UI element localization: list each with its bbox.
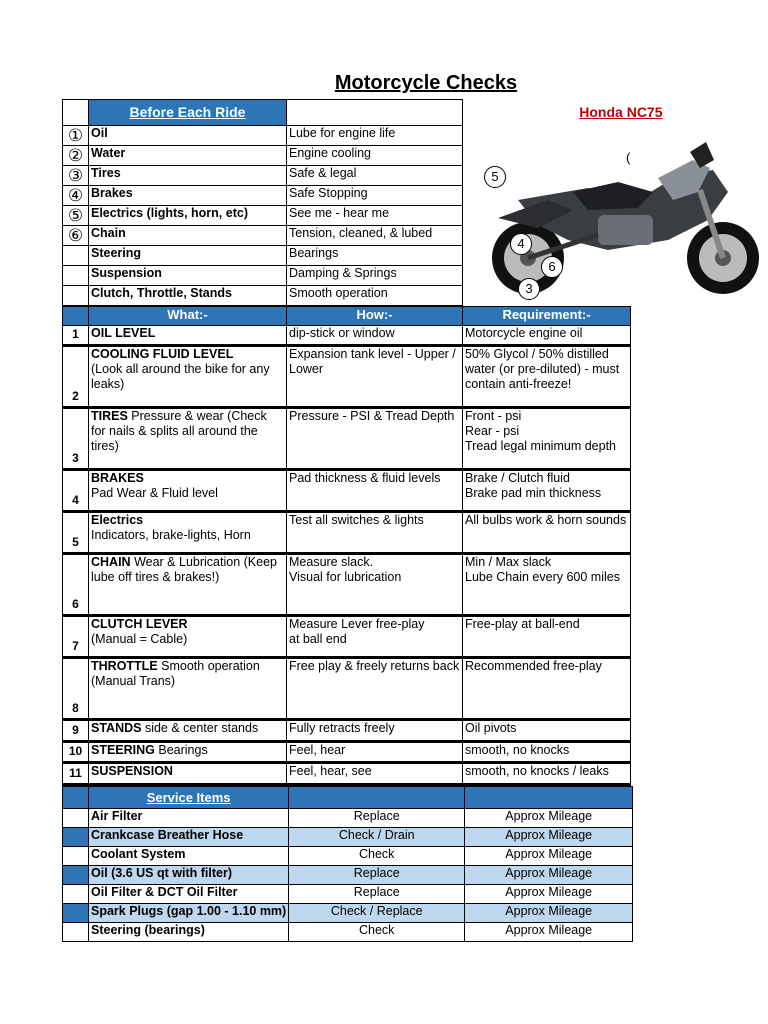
check-row xyxy=(63,326,631,346)
check-how: Test all switches & lights xyxy=(287,512,463,554)
check-what-detail: Pressure & wear (Check for nails & splits all around the tires) xyxy=(91,409,267,453)
service-row xyxy=(63,885,633,904)
check-what-label: TIRES xyxy=(91,409,128,423)
service-item: Crankcase Breather Hose xyxy=(89,828,289,847)
service-row-blank xyxy=(63,923,89,942)
check-requirement: Recommended free-play xyxy=(463,658,631,720)
service-row-blank xyxy=(63,809,89,828)
before-ride-number: ④ xyxy=(63,186,89,206)
before-ride-number: ③ xyxy=(63,166,89,186)
service-mileage: Approx Mileage xyxy=(465,923,633,942)
blank-cell xyxy=(63,100,89,126)
callout-3: 3 xyxy=(518,278,540,300)
service-row xyxy=(63,923,633,942)
check-how: Measure Lever free-play at ball end xyxy=(287,616,463,658)
service-row-blank xyxy=(63,866,89,885)
blank-header-cell xyxy=(465,787,633,809)
before-ride-item: Oil xyxy=(89,126,287,146)
check-requirement: Motorcycle engine oil xyxy=(463,326,631,346)
before-ride-number xyxy=(63,286,89,306)
service-mileage: Approx Mileage xyxy=(465,847,633,866)
check-row-number: 2 xyxy=(63,346,89,408)
check-row-number: 10 xyxy=(63,742,89,763)
before-ride-header: Before Each Ride xyxy=(89,100,287,126)
check-row-number: 3 xyxy=(63,408,89,470)
service-action: Check xyxy=(289,923,465,942)
before-ride-number xyxy=(63,266,89,286)
check-what xyxy=(89,763,287,785)
check-requirement: All bulbs work & horn sounds xyxy=(463,512,631,554)
before-ride-number: ② xyxy=(63,146,89,166)
before-ride-item: Water xyxy=(89,146,287,166)
service-mileage: Approx Mileage xyxy=(465,866,633,885)
check-row-number: 8 xyxy=(63,658,89,720)
check-row-number: 7 xyxy=(63,616,89,658)
requirement-header: Requirement:- xyxy=(463,307,631,326)
check-requirement: Oil pivots xyxy=(463,720,631,742)
before-ride-item: Brakes xyxy=(89,186,287,206)
before-ride-item: Chain xyxy=(89,226,287,246)
check-what xyxy=(89,408,287,470)
service-item: Oil (3.6 US qt with filter) xyxy=(89,866,289,885)
before-ride-number: ⑥ xyxy=(63,226,89,246)
check-what xyxy=(89,616,287,658)
before-ride-number: ① xyxy=(63,126,89,146)
service-action: Replace xyxy=(289,885,465,904)
callout-partial: ( xyxy=(626,150,631,165)
before-ride-item: Electrics (lights, horn, etc) xyxy=(89,206,287,226)
check-what-label: SUSPENSION xyxy=(91,764,173,778)
service-row-blank xyxy=(63,904,89,923)
check-requirement: Brake / Clutch fluid Brake pad min thickness xyxy=(463,470,631,512)
check-what xyxy=(89,554,287,616)
before-ride-item: Clutch, Throttle, Stands xyxy=(89,286,287,306)
service-row xyxy=(63,828,633,847)
check-row-number: 11 xyxy=(63,763,89,785)
check-what-label: THROTTLE xyxy=(91,659,158,673)
before-ride-note: Safe Stopping xyxy=(287,186,463,206)
check-requirement: Min / Max slack Lube Chain every 600 miles xyxy=(463,554,631,616)
check-what-label: STANDS xyxy=(91,721,142,735)
check-how: Feel, hear xyxy=(287,742,463,763)
check-row xyxy=(63,720,631,742)
page-title: Motorcycle Checks xyxy=(334,72,518,94)
service-row xyxy=(63,904,633,923)
check-row xyxy=(63,554,631,616)
check-what-label: OIL LEVEL xyxy=(91,326,156,340)
check-row-number: 4 xyxy=(63,470,89,512)
service-action: Check / Drain xyxy=(289,828,465,847)
check-row-number: 9 xyxy=(63,720,89,742)
check-how: Pressure - PSI & Tread Depth xyxy=(287,408,463,470)
check-how: Measure slack. Visual for lubrication xyxy=(287,554,463,616)
service-mileage: Approx Mileage xyxy=(465,828,633,847)
service-row-blank xyxy=(63,847,89,866)
blank-header-cell xyxy=(63,307,89,326)
before-ride-number: ⑤ xyxy=(63,206,89,226)
check-row xyxy=(63,742,631,763)
service-mileage: Approx Mileage xyxy=(465,809,633,828)
check-requirement: Free-play at ball-end xyxy=(463,616,631,658)
before-ride-note: See me - hear me xyxy=(287,206,463,226)
service-action: Replace xyxy=(289,809,465,828)
check-what-label: Electrics xyxy=(91,513,144,527)
check-row xyxy=(63,658,631,720)
check-what-detail: side & center stands xyxy=(141,721,259,735)
service-item: Spark Plugs (gap 1.00 - 1.10 mm) xyxy=(89,904,289,923)
blank-header-cell xyxy=(289,787,465,809)
service-row xyxy=(63,847,633,866)
before-ride-note: Damping & Springs xyxy=(287,266,463,286)
service-row-blank xyxy=(63,885,89,904)
check-what-detail: (Manual = Cable) xyxy=(91,632,188,646)
bike-model-label: Honda NC75 xyxy=(579,104,663,120)
service-action: Check xyxy=(289,847,465,866)
service-items-header: Service Items xyxy=(89,787,289,809)
before-ride-note: Lube for engine life xyxy=(287,126,463,146)
check-how: Feel, hear, see xyxy=(287,763,463,785)
check-requirement: smooth, no knocks xyxy=(463,742,631,763)
blank-cell xyxy=(287,100,463,126)
service-item: Oil Filter & DCT Oil Filter xyxy=(89,885,289,904)
check-what-label: CLUTCH LEVER xyxy=(91,617,188,631)
before-ride-note: Bearings xyxy=(287,246,463,266)
check-how: dip-stick or window xyxy=(287,326,463,346)
service-items-table xyxy=(62,786,633,942)
motorcycle-image xyxy=(478,130,768,300)
check-what-label: STEERING xyxy=(91,743,155,757)
how-header: How:- xyxy=(287,307,463,326)
before-ride-number xyxy=(63,246,89,266)
check-what xyxy=(89,326,287,346)
check-what xyxy=(89,658,287,720)
checks-table xyxy=(62,306,631,786)
check-what-detail: Smooth operation (Manual Trans) xyxy=(91,659,260,688)
check-row-number: 5 xyxy=(63,512,89,554)
service-item: Air Filter xyxy=(89,809,289,828)
check-row xyxy=(63,763,631,785)
service-mileage: Approx Mileage xyxy=(465,904,633,923)
before-ride-item: Suspension xyxy=(89,266,287,286)
check-what-label: BRAKES xyxy=(91,471,144,485)
service-row xyxy=(63,866,633,885)
service-action: Replace xyxy=(289,866,465,885)
service-row xyxy=(63,809,633,828)
check-requirement: smooth, no knocks / leaks xyxy=(463,763,631,785)
check-row xyxy=(63,470,631,512)
before-ride-note: Engine cooling xyxy=(287,146,463,166)
check-how: Pad thickness & fluid levels xyxy=(287,470,463,512)
check-row xyxy=(63,408,631,470)
check-what-detail: Wear & Lubrication (Keep lube off tires & brakes!) xyxy=(91,555,277,584)
check-row xyxy=(63,346,631,408)
before-ride-note: Safe & legal xyxy=(287,166,463,186)
what-header: What:- xyxy=(89,307,287,326)
check-how: Free play & freely returns back xyxy=(287,658,463,720)
callout-5: 5 xyxy=(484,166,506,188)
callout-4: 4 xyxy=(510,233,532,255)
callout-6: 6 xyxy=(541,256,563,278)
check-row xyxy=(63,616,631,658)
before-ride-item: Tires xyxy=(89,166,287,186)
check-what-detail: Pad Wear & Fluid level xyxy=(91,486,218,500)
service-row-blank xyxy=(63,828,89,847)
check-what xyxy=(89,512,287,554)
service-action: Check / Replace xyxy=(289,904,465,923)
check-what xyxy=(89,346,287,408)
check-requirement: 50% Glycol / 50% distilled water (or pre-diluted) - must contain anti-freeze! xyxy=(463,346,631,408)
check-what xyxy=(89,742,287,763)
before-ride-item: Steering xyxy=(89,246,287,266)
check-what-label: COOLING FLUID LEVEL xyxy=(91,347,234,361)
before-ride-note: Tension, cleaned, & lubed xyxy=(287,226,463,246)
check-requirement: Front - psi Rear - psi Tread legal minimum depth xyxy=(463,408,631,470)
check-what-detail: Indicators, brake-lights, Horn xyxy=(91,528,251,542)
check-how: Fully retracts freely xyxy=(287,720,463,742)
check-how: Expansion tank level - Upper / Lower xyxy=(287,346,463,408)
check-row xyxy=(63,512,631,554)
check-what xyxy=(89,470,287,512)
before-ride-note: Smooth operation xyxy=(287,286,463,306)
service-item: Coolant System xyxy=(89,847,289,866)
check-what xyxy=(89,720,287,742)
check-what-detail: (Look all around the bike for any leaks) xyxy=(91,362,270,391)
check-row-number: 6 xyxy=(63,554,89,616)
check-row-number: 1 xyxy=(63,326,89,346)
service-item: Steering (bearings) xyxy=(89,923,289,942)
check-what-detail: Bearings xyxy=(154,743,208,757)
check-what-label: CHAIN xyxy=(91,555,131,569)
blank-header-cell xyxy=(63,787,89,809)
service-mileage: Approx Mileage xyxy=(465,885,633,904)
